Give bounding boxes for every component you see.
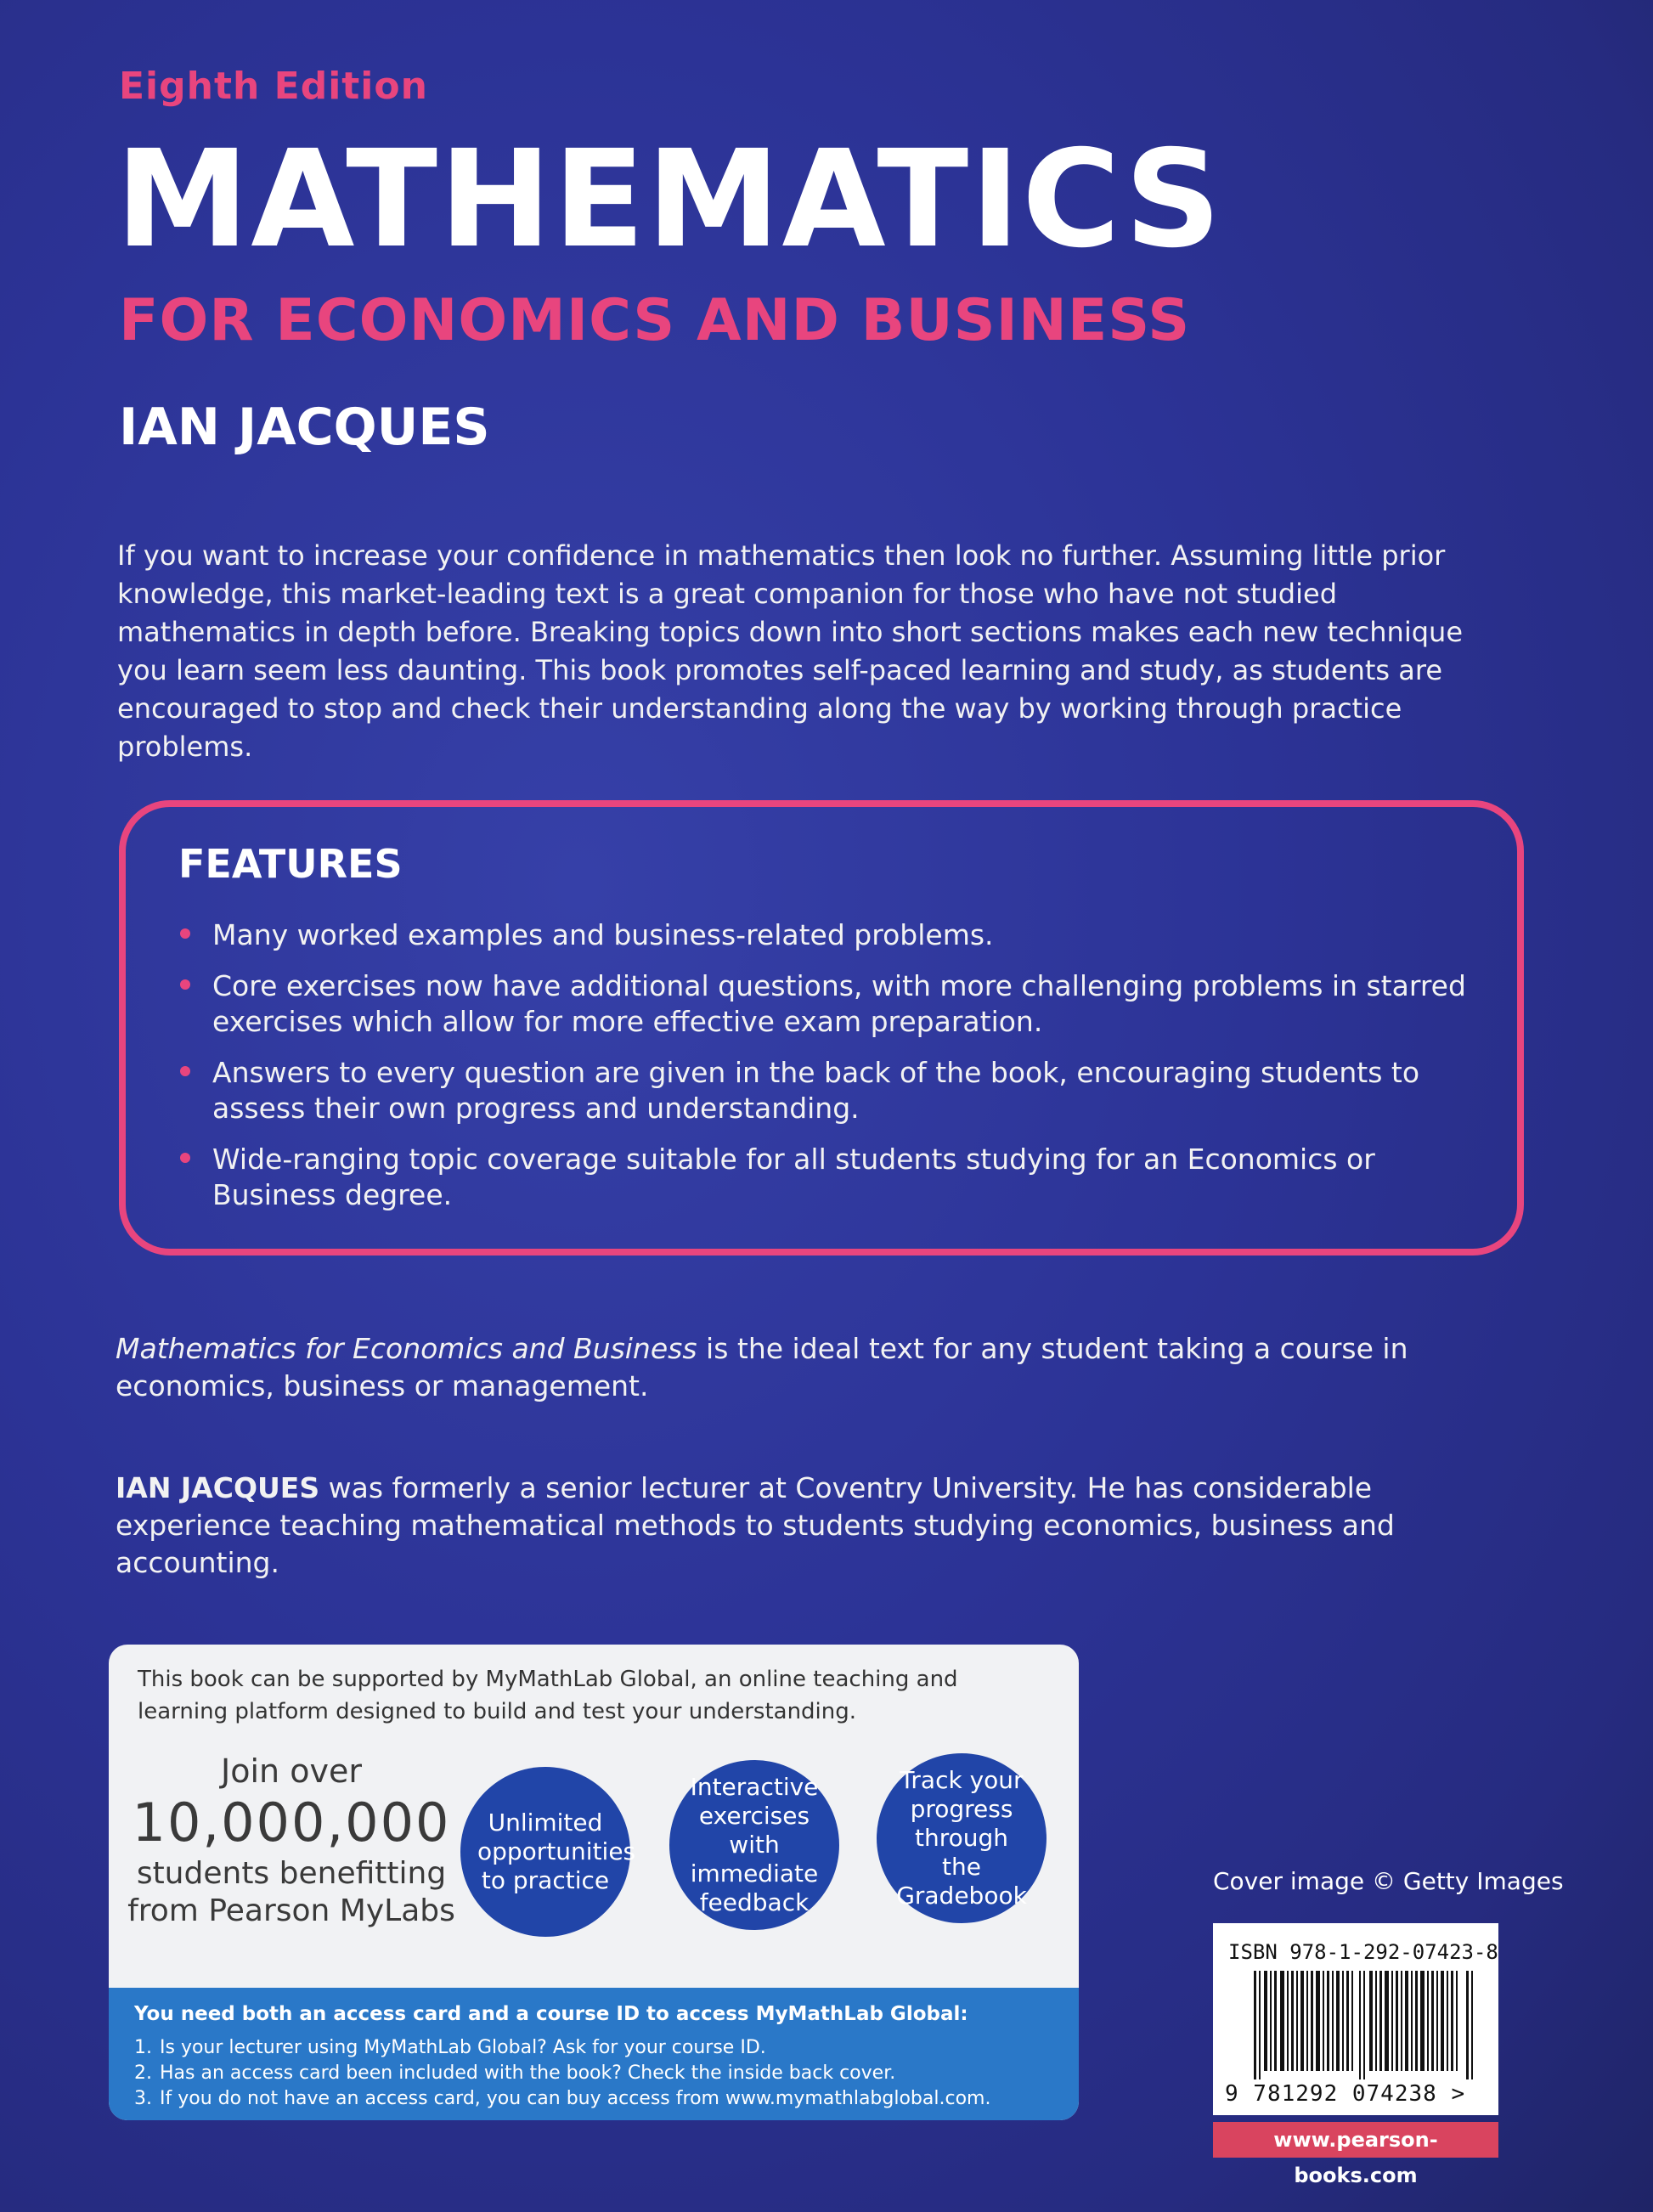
barcode-digits: 9 781292 074238 >: [1225, 2081, 1466, 2107]
features-list: [178, 917, 1487, 1228]
access-header: You need both an access card and a course ID to access MyMathLab Global:: [134, 2003, 968, 2025]
access-step: [134, 2086, 990, 2112]
circle-text: Interactive exercises with immediate feedback: [690, 1773, 819, 1916]
ideal-statement: [116, 1330, 1509, 1405]
join-line-1: Join over: [221, 1752, 362, 1790]
mymathlab-intro: This book can be supported by MyMathLab Global, an online teaching and learning platform designed to build and test your understanding.: [138, 1667, 958, 1724]
join-line-2: students benefitting: [136, 1856, 447, 1891]
barcode-icon: [1254, 1971, 1475, 2079]
feature-text: Wide-ranging topic coverage suitable for all students studying for an Economics or Business degree.: [212, 1143, 1375, 1211]
book-title: MATHEMATICS: [116, 121, 1223, 278]
step-number: 1.: [134, 2037, 152, 2058]
feature-circle-practice: [460, 1767, 636, 1937]
book-subtitle: FOR ECONOMICS AND BUSINESS: [119, 287, 1191, 354]
step-number: 3.: [134, 2088, 152, 2109]
features-box: [119, 800, 1524, 1256]
ideal-book-title: Mathematics for Economics and Business: [116, 1332, 697, 1365]
access-instructions: [109, 1988, 1079, 2120]
join-line-3: from Pearson MyLabs: [127, 1893, 455, 1928]
cover-image-credit: Cover image © Getty Images: [1213, 1867, 1564, 1895]
bullet-icon: [180, 1153, 190, 1163]
access-steps: [134, 2035, 990, 2112]
features-heading: FEATURES: [178, 841, 403, 887]
step-number: 2.: [134, 2062, 152, 2084]
step-text: Has an access card been included with the book? Check the inside back cover.: [160, 2062, 896, 2084]
feature-text: Core exercises now have additional questions, with more challenging problems in starred exercises which allow for more effective exam preparation.: [212, 969, 1466, 1038]
access-step: [134, 2035, 990, 2061]
feature-item: [178, 1055, 1487, 1126]
access-step: [134, 2061, 990, 2086]
circle-text: Track your progress through the Gradebook: [896, 1766, 1027, 1910]
bullet-icon: [180, 979, 190, 990]
feature-circle-gradebook: [877, 1753, 1047, 1923]
edition-label: Eighth Edition: [119, 65, 428, 108]
mymathlab-panel: [109, 1645, 1079, 2120]
ideal-text: is the ideal text for any student taking a course in economics, business or management.: [116, 1332, 1408, 1402]
step-text: Is your lecturer using MyMathLab Global? Ask for your course ID.: [160, 2037, 766, 2058]
isbn-barcode-box: [1213, 1923, 1498, 2115]
feature-item: [178, 968, 1487, 1040]
bullet-icon: [180, 928, 190, 939]
step-text: If you do not have an access card, you can buy access from www.mymathlabglobal.com.: [160, 2088, 991, 2109]
author-bio: [116, 1470, 1509, 1582]
feature-item: [178, 917, 1487, 953]
publisher-website: www.pearson-books.com: [1213, 2122, 1498, 2158]
join-block: [109, 1752, 474, 1930]
feature-text: Many worked examples and business-related problems.: [212, 918, 994, 951]
feature-circle-exercises: [669, 1760, 839, 1930]
author-name: IAN JACQUES: [119, 398, 490, 457]
bio-author-name: IAN JACQUES: [116, 1471, 320, 1504]
feature-item: [178, 1142, 1487, 1213]
intro-paragraph: If you want to increase your confidence in mathematics then look no further. Assuming little prior knowledge, this market-leading text is a great companion for those who have not studied mathematics in depth before. Breaking topics down into short sections makes each new technique you learn seem less daunting. This book promotes self-paced learning and study, as students are encouraged to stop and check their understanding along the way by working through practice problems.: [117, 539, 1463, 763]
bio-text: was formerly a senior lecturer at Coventry University. He has considerable experience teaching mathematical methods to students studying economics, business and accounting.: [116, 1471, 1395, 1579]
circle-text: Unlimited opportunities to practice: [477, 1809, 636, 1894]
join-number: 10,000,000: [132, 1792, 451, 1854]
isbn-number: ISBN 978-1-292-07423-8: [1228, 1940, 1498, 1964]
bullet-icon: [180, 1066, 190, 1076]
feature-text: Answers to every question are given in the back of the book, encouraging students to assess their own progress and understanding.: [212, 1056, 1420, 1125]
